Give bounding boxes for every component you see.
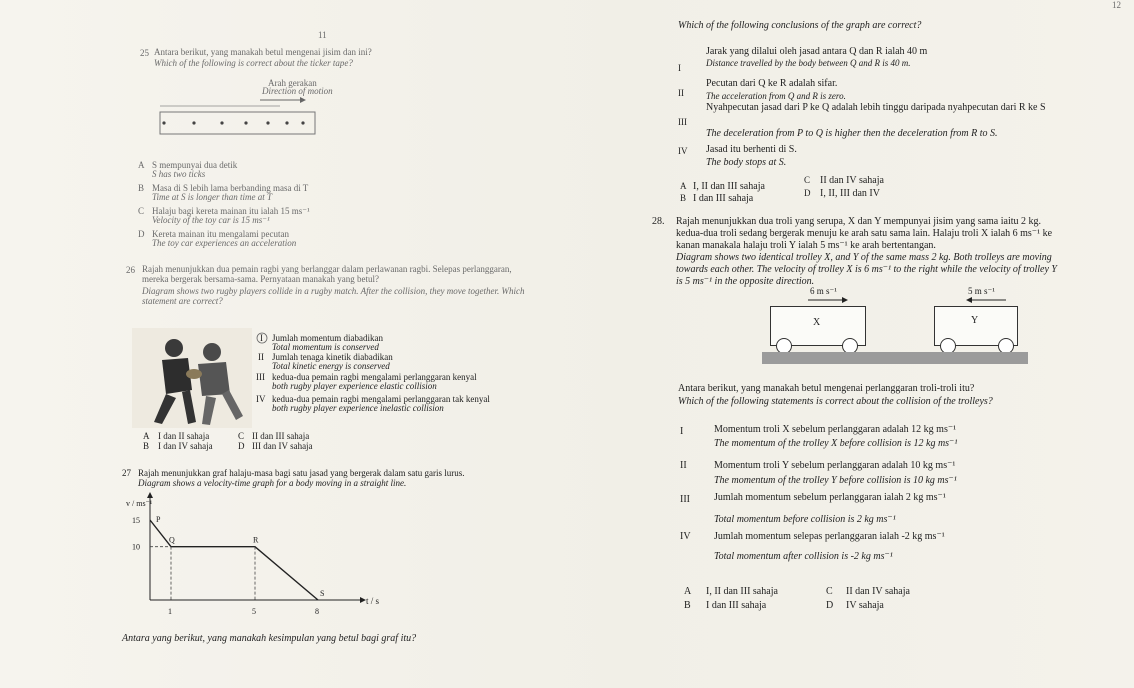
x-axis-label: t / s bbox=[366, 596, 380, 606]
q28-statement-4-en: Total momentum after collision is -2 kg ms⁻¹ bbox=[714, 551, 893, 562]
q28-answer-c-letter: C bbox=[826, 586, 833, 597]
q27-stem-en: Diagram shows a velocity-time graph for a body moving in a straight line. bbox=[138, 478, 407, 488]
q28-statement-3-roman: III bbox=[680, 494, 690, 505]
y-tick-label: 10 bbox=[132, 542, 140, 552]
point-label: Q bbox=[169, 535, 175, 545]
q27-right-statement-2-roman: II bbox=[678, 88, 684, 98]
q26-statement-1-ms: Jumlah momentum diabadikan bbox=[272, 333, 383, 343]
q28-statement-2-ms: Momentum troli Y sebelum perlanggaran adalah 10 kg ms⁻¹ bbox=[714, 460, 956, 471]
q27-right-answer-a-letter: A bbox=[680, 181, 687, 191]
q28-answer-a: I, II dan III sahaja bbox=[706, 586, 778, 597]
q25-number: 25 bbox=[140, 48, 149, 58]
q28-statement-1-en: The momentum of the trolley X before collision is 12 kg ms⁻¹ bbox=[714, 438, 958, 449]
q27-right-answer-a: I, II dan III sahaja bbox=[693, 181, 765, 192]
q28-question-ms: Antara berikut, yang manakah betul mengenai perlanggaran troli-troli itu? bbox=[678, 383, 975, 394]
q27-right-statement-3-en: The deceleration from P to Q is higher then the deceleration from R to S. bbox=[706, 128, 998, 139]
q25-tape-label-en: Direction of motion bbox=[262, 86, 333, 96]
q27-right-statement-4-roman: IV bbox=[678, 146, 688, 156]
x-tick-label: 8 bbox=[315, 607, 319, 616]
q28-stem-en-3: is 5 ms⁻¹ in the opposite direction. bbox=[676, 276, 815, 287]
q27-right-statement-2-en: The acceleration from Q and R is zero. bbox=[706, 91, 846, 101]
q27-right-answer-b: I dan III sahaja bbox=[693, 193, 754, 204]
q28-stem-ms-1: Rajah menunjukkan dua troli yang serupa, X dan Y mempunyai jisim yang sama iaitu 2 kg. bbox=[676, 216, 1042, 227]
q25-stem-en: Which of the following is correct about the ticker tape? bbox=[154, 58, 353, 68]
q25-option-c-en: Velocity of the toy car is 15 ms⁻¹ bbox=[152, 215, 270, 225]
q26-answer-d-letter: D bbox=[238, 441, 245, 451]
rugby-players-illustration bbox=[132, 328, 252, 428]
q26-answer-d: III dan IV sahaja bbox=[252, 441, 313, 451]
q25-option-a-letter: A bbox=[138, 160, 145, 170]
q26-statement-3-ms: kedua-dua pemain ragbi mengalami perlanggaran kenyal bbox=[272, 372, 477, 382]
q28-answer-d: IV sahaja bbox=[846, 600, 884, 611]
graph-labels bbox=[126, 499, 380, 616]
q26-statement-1-en: Total momentum is conserved bbox=[272, 342, 379, 352]
q28-statement-1-roman: I bbox=[680, 426, 684, 437]
page-number-left: 11 bbox=[318, 30, 327, 40]
q26-statement-3-en: both rugby player experience elastic collision bbox=[272, 381, 437, 391]
right-arrow-icon bbox=[808, 296, 848, 304]
q25-option-b-ms: Masa di S lebih lama berbanding masa di T bbox=[152, 183, 309, 193]
q27-stem-ms: Rajah menunjukkan graf halaju-masa bagi satu jasad yang bergerak dalam satu garis lurus. bbox=[138, 468, 465, 478]
q26-statement-2-roman: II bbox=[258, 352, 264, 362]
q28-stem-en-2: towards each other. The velocity of trolley X is 6 ms⁻¹ to the right while the velocity of trolley Y bbox=[676, 264, 1057, 275]
q28-number: 28. bbox=[652, 216, 665, 227]
q25-option-d-ms: Kereta mainan itu mengalami pecutan bbox=[152, 229, 289, 239]
velocity-time-graph bbox=[118, 492, 388, 622]
q28-answer-c: II dan IV sahaja bbox=[846, 586, 910, 597]
q27-right-answer-d-letter: D bbox=[804, 188, 811, 198]
q27-right-answer-b-letter: B bbox=[680, 193, 687, 203]
y-axis-arrow bbox=[147, 492, 153, 498]
trolley-y-velocity-label: 5 m s⁻¹ bbox=[968, 286, 995, 296]
tape-dot bbox=[266, 121, 269, 124]
trolley-x-velocity-label: 6 m s⁻¹ bbox=[810, 286, 837, 296]
left-arrow-icon bbox=[966, 296, 1006, 304]
tape-dot bbox=[285, 121, 288, 124]
q26-statement-2-en: Total kinetic energy is conserved bbox=[272, 361, 390, 371]
q25-option-b-en: Time at S is longer than time at T bbox=[152, 192, 273, 202]
y-axis-label: v / ms⁻¹ bbox=[126, 499, 153, 508]
q27-right-answer-c: II dan IV sahaja bbox=[820, 175, 884, 186]
q27-right-statement-1-roman: I bbox=[678, 63, 681, 73]
page-number-right: 12 bbox=[1112, 0, 1121, 10]
trolleys-diagram bbox=[762, 286, 1132, 370]
tape-dot bbox=[192, 121, 195, 124]
q27-right-statement-1-ms: Jarak yang dilalui oleh jasad antara Q dan R ialah 40 m bbox=[706, 46, 928, 57]
q27-right-statement-4-en: The body stops at S. bbox=[706, 157, 787, 168]
tape-dot bbox=[220, 121, 223, 124]
q28-stem-en-1: Diagram shows two identical trolley X, and Y of the same mass 2 kg. Both trolleys are moving bbox=[676, 252, 1052, 263]
q25-option-a-en: S has two ticks bbox=[152, 169, 206, 179]
q27-closing-question: Antara yang berikut, yang manakah kesimpulan yang betul bagi graf itu? bbox=[122, 633, 417, 644]
q28-answer-b-letter: B bbox=[684, 600, 691, 611]
q26-answer-b: I dan IV sahaja bbox=[158, 441, 213, 451]
q26-stem-ms: Rajah menunjukkan dua pemain ragbi yang berlanggar dalam perlawanan ragbi. Selepas perlanggaran, mereka bergerak bersama-sama. Pernyataan manakah yang betul? bbox=[142, 264, 512, 284]
q28-statement-3-en: Total momentum before collision is 2 kg ms⁻¹ bbox=[714, 514, 896, 525]
q28-statement-4-ms: Jumlah momentum selepas perlanggaran ialah -2 kg ms⁻¹ bbox=[714, 531, 945, 542]
ticker-tape-diagram bbox=[150, 94, 320, 146]
q28-statement-4-roman: IV bbox=[680, 531, 691, 542]
q26-answer-c: II dan III sahaja bbox=[252, 431, 310, 441]
q25-option-c-ms: Halaju bagi kereta mainan itu ialah 15 ms⁻¹ bbox=[152, 206, 310, 216]
q26-answer-c-letter: C bbox=[238, 431, 245, 441]
q28-stem-ms-3: kanan manakala halaju troli Y ialah 5 ms⁻¹ ke arah bertentangan. bbox=[676, 240, 936, 251]
q28-stem-ms-2: kedua-dua troli sedang bergerak menuju ke arah satu sama lain. Halaju troli X ialah 6 ms⁻¹ ke bbox=[676, 228, 1053, 239]
q28-statement-1-ms: Momentum troli X sebelum perlanggaran adalah 12 kg ms⁻¹ bbox=[714, 424, 957, 435]
q28-question-en: Which of the following statements is correct about the collision of the trolleys? bbox=[678, 396, 993, 407]
q26-number: 26 bbox=[126, 265, 135, 275]
q27-right-statement-3-ms: Nyahpecutan jasad dari P ke Q adalah lebih tinggu daripada nyahpecutan dari R ke S bbox=[706, 102, 1046, 113]
q25-option-d-letter: D bbox=[138, 229, 145, 239]
q26-answer-b-letter: B bbox=[143, 441, 150, 451]
point-label: S bbox=[320, 589, 325, 598]
point-label: R bbox=[253, 535, 259, 545]
tape-dot bbox=[244, 121, 247, 124]
graph-line bbox=[150, 520, 318, 600]
q26-statement-2-ms: Jumlah tenaga kinetik diabadikan bbox=[272, 352, 393, 362]
q26-statement-1-roman: I bbox=[260, 333, 263, 343]
q25-stem-ms: Antara berikut, yang manakah betul mengenai jisim dan ini? bbox=[154, 47, 372, 57]
q27-right-statement-3-roman: III bbox=[678, 117, 687, 127]
q25-option-c-letter: C bbox=[138, 206, 145, 216]
q25-option-a-ms: S mempunyai dua detik bbox=[152, 160, 238, 170]
q25-option-d-en: The toy car experiences an acceleration bbox=[152, 238, 297, 248]
q26-statement-3-roman: III bbox=[256, 372, 265, 382]
tape-strip bbox=[160, 112, 315, 134]
q25-option-b-letter: B bbox=[138, 183, 145, 193]
q27-right-statement-2-ms: Pecutan dari Q ke R adalah sifar. bbox=[706, 78, 838, 89]
q26-answer-a: I dan II sahaja bbox=[158, 431, 210, 441]
q26-statement-4-roman: IV bbox=[256, 394, 266, 404]
tape-dot bbox=[301, 121, 304, 124]
q28-answer-b: I dan III sahaja bbox=[706, 600, 767, 611]
q27-number: 27 bbox=[122, 468, 131, 478]
q27-right-statement-4-ms: Jasad itu berhenti di S. bbox=[706, 144, 797, 155]
trolley-y-label: Y bbox=[971, 315, 979, 326]
arrow-head bbox=[300, 97, 306, 103]
q26-statement-4-ms: kedua-dua pemain ragbi mengalami perlanggaran tak kenyal bbox=[272, 394, 490, 404]
velocity-line bbox=[150, 520, 318, 600]
q27-right-answer-d: I, II, III dan IV bbox=[820, 188, 880, 199]
point-label: P bbox=[156, 515, 161, 524]
q28-answer-a-letter: A bbox=[684, 586, 692, 597]
q28-statement-2-en: The momentum of the trolley Y before collision is 10 kg ms⁻¹ bbox=[714, 475, 957, 486]
x-tick-label: 5 bbox=[252, 607, 256, 616]
tape-dot bbox=[162, 121, 165, 124]
x-tick-label: 1 bbox=[168, 607, 172, 616]
track-surface bbox=[762, 352, 1028, 364]
q26-stem-en: Diagram shows two rugby players collide in a rugby match. After the collision, they move together. Which statement are correct? bbox=[142, 286, 525, 306]
trolley-x-label: X bbox=[813, 317, 821, 328]
q25-tape-label-ms: Arah gerakan bbox=[268, 78, 317, 88]
q27-right-stem-en: Which of the following conclusions of the graph are correct? bbox=[678, 20, 922, 31]
q26-answer-a-letter: A bbox=[143, 431, 150, 441]
q28-answer-d-letter: D bbox=[826, 600, 834, 611]
q28-statement-2-roman: II bbox=[680, 460, 687, 471]
y-tick-label: 15 bbox=[132, 516, 140, 525]
q28-statement-3-ms: Jumlah momentum sebelum perlanggaran ialah 2 kg ms⁻¹ bbox=[714, 492, 946, 503]
q27-right-statement-1-en: Distance travelled by the body between Q and R is 40 m. bbox=[706, 58, 911, 68]
q27-right-answer-c-letter: C bbox=[804, 175, 811, 185]
q26-statement-4-en: both rugby player experience inelastic collision bbox=[272, 403, 444, 413]
